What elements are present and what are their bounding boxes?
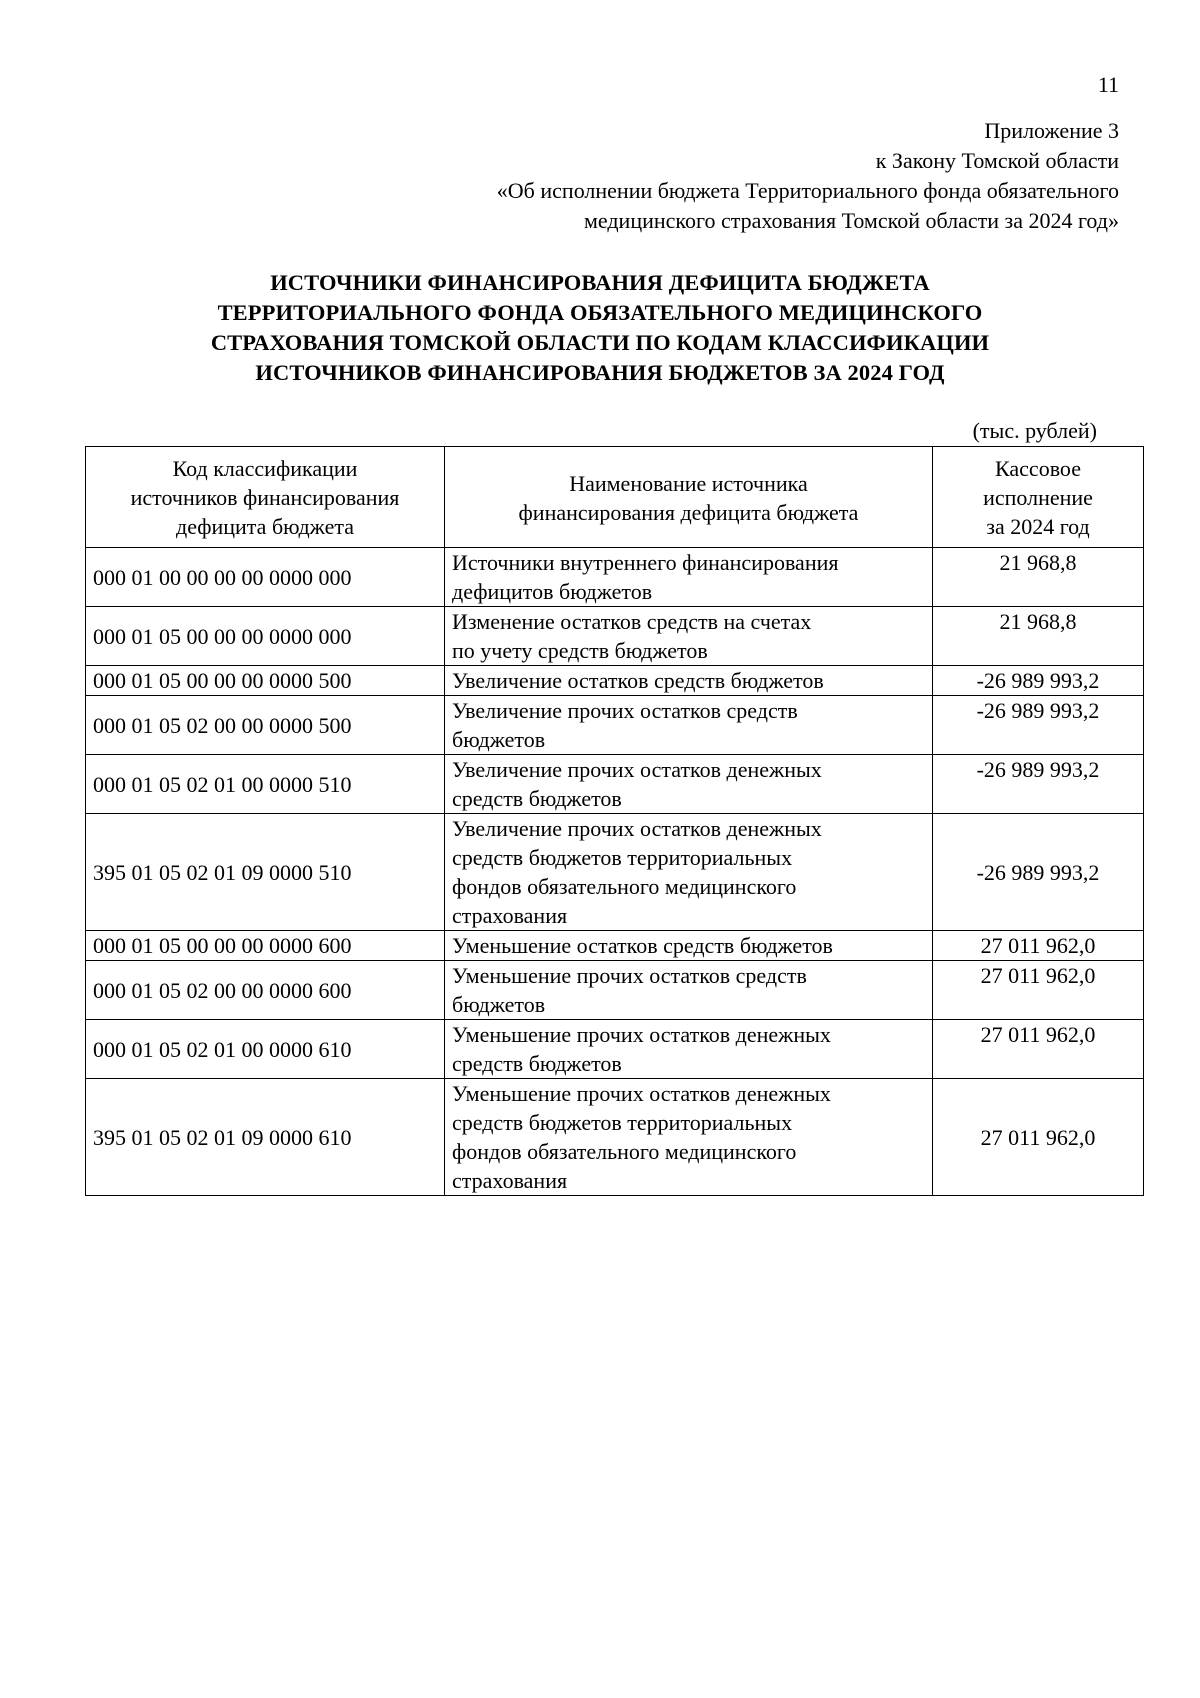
- cell-name-line: Увеличение остатков средств бюджетов: [452, 668, 824, 693]
- cell-name-line: бюджетов: [452, 992, 546, 1017]
- cell-name: [445, 666, 933, 696]
- header-amount-line: за 2024 год: [986, 514, 1090, 539]
- table-row: [86, 666, 1144, 696]
- cell-name: [445, 696, 933, 755]
- cell-amount: -26 989 993,2: [933, 666, 1144, 696]
- document-title: [80, 268, 1120, 388]
- title-line: ИСТОЧНИКИ ФИНАНСИРОВАНИЯ ДЕФИЦИТА БЮДЖЕТА: [270, 270, 930, 295]
- table-row: [86, 931, 1144, 961]
- cell-code: 000 01 05 02 01 00 0000 610: [86, 1020, 445, 1079]
- cell-amount: 21 968,8: [933, 548, 1144, 607]
- cell-name: [445, 931, 933, 961]
- cell-name-line: Увеличение прочих остатков денежных: [452, 816, 822, 841]
- header-code-line: дефицита бюджета: [176, 514, 354, 539]
- table-body: [86, 548, 1144, 1196]
- header-name-line: финансирования дефицита бюджета: [518, 499, 859, 525]
- cell-name-line: бюджетов: [452, 727, 546, 752]
- cell-name-line: фондов обязательного медицинского: [452, 1139, 797, 1164]
- appendix-line: к Закону Томской области: [875, 148, 1119, 173]
- units-label: (тыс. рублей): [972, 418, 1097, 443]
- cell-amount: 27 011 962,0: [933, 961, 1144, 1020]
- cell-amount: -26 989 993,2: [933, 696, 1144, 755]
- header-amount: [933, 447, 1144, 548]
- cell-amount: 21 968,8: [933, 607, 1144, 666]
- cell-name-line: страхования: [452, 1168, 568, 1193]
- cell-name: [445, 607, 933, 666]
- page-number: 11: [1097, 72, 1119, 97]
- cell-code: 395 01 05 02 01 09 0000 610: [86, 1079, 445, 1196]
- table-row: [86, 814, 1144, 931]
- title-line: СТРАХОВАНИЯ ТОМСКОЙ ОБЛАСТИ ПО КОДАМ КЛАССИФИКАЦИИ: [210, 330, 990, 355]
- cell-name: [445, 814, 933, 931]
- table-row: [86, 607, 1144, 666]
- appendix-line: Приложение 3: [984, 118, 1119, 143]
- table-row: [86, 696, 1144, 755]
- cell-amount: -26 989 993,2: [933, 814, 1144, 931]
- title-line: ТЕРРИТОРИАЛЬНОГО ФОНДА ОБЯЗАТЕЛЬНОГО МЕДИЦИНСКОГО: [217, 300, 983, 325]
- appendix-reference: [219, 116, 1119, 236]
- header-name-line: Наименование источника: [569, 470, 808, 496]
- cell-name-line: фондов обязательного медицинского: [452, 874, 797, 899]
- cell-name: [445, 1020, 933, 1079]
- cell-amount: -26 989 993,2: [933, 755, 1144, 814]
- cell-name: [445, 755, 933, 814]
- cell-name-line: Увеличение прочих остатков средств: [452, 698, 798, 723]
- cell-name-line: Уменьшение остатков средств бюджетов: [452, 933, 833, 958]
- header-code: [86, 447, 445, 548]
- appendix-line: медицинского страхования Томской области за 2024 год»: [583, 208, 1119, 233]
- table-row: [86, 548, 1144, 607]
- cell-name: [445, 548, 933, 607]
- cell-name-line: Изменение остатков средств на счетах: [452, 609, 812, 634]
- header-amount-line: исполнение: [983, 485, 1093, 510]
- cell-amount: 27 011 962,0: [933, 1079, 1144, 1196]
- header-code-line: источников финансирования: [130, 485, 400, 510]
- table-row: [86, 1020, 1144, 1079]
- cell-amount: 27 011 962,0: [933, 931, 1144, 961]
- cell-name-line: средств бюджетов территориальных: [452, 1110, 793, 1135]
- header-code-line: Код классификации: [172, 456, 358, 481]
- financing-sources-table: [85, 446, 1144, 1196]
- table-row: [86, 755, 1144, 814]
- cell-code: 000 01 00 00 00 00 0000 000: [86, 548, 445, 607]
- header-amount-line: Кассовое: [995, 456, 1081, 481]
- cell-name-line: Уменьшение прочих остатков средств: [452, 963, 807, 988]
- cell-name-line: Уменьшение прочих остатков денежных: [452, 1081, 831, 1106]
- cell-code: 000 01 05 02 00 00 0000 500: [86, 696, 445, 755]
- cell-name-line: средств бюджетов: [452, 786, 622, 811]
- cell-name: [445, 1079, 933, 1196]
- cell-name-line: страхования: [452, 903, 568, 928]
- table-row: [86, 961, 1144, 1020]
- cell-name-line: Увеличение прочих остатков денежных: [452, 757, 822, 782]
- cell-code: 000 01 05 02 00 00 0000 600: [86, 961, 445, 1020]
- cell-code: 000 01 05 00 00 00 0000 500: [86, 666, 445, 696]
- cell-name-line: по учету средств бюджетов: [452, 638, 708, 663]
- cell-name-line: средств бюджетов территориальных: [452, 845, 793, 870]
- cell-name-line: Уменьшение прочих остатков денежных: [452, 1022, 831, 1047]
- cell-code: 395 01 05 02 01 09 0000 510: [86, 814, 445, 931]
- cell-code: 000 01 05 00 00 00 0000 600: [86, 931, 445, 961]
- header-name: [445, 447, 933, 548]
- cell-name-line: средств бюджетов: [452, 1051, 622, 1076]
- cell-name-line: дефицитов бюджетов: [452, 579, 653, 604]
- title-line: ИСТОЧНИКОВ ФИНАНСИРОВАНИЯ БЮДЖЕТОВ ЗА 2024 ГОД: [255, 360, 945, 385]
- cell-name-line: Источники внутреннего финансирования: [452, 550, 839, 575]
- table-row: [86, 1079, 1144, 1196]
- table-header-row: [86, 447, 1144, 548]
- cell-name: [445, 961, 933, 1020]
- cell-code: 000 01 05 02 01 00 0000 510: [86, 755, 445, 814]
- appendix-line: «Об исполнении бюджета Территориального фонда обязательного: [496, 178, 1119, 203]
- cell-code: 000 01 05 00 00 00 0000 000: [86, 607, 445, 666]
- cell-amount: 27 011 962,0: [933, 1020, 1144, 1079]
